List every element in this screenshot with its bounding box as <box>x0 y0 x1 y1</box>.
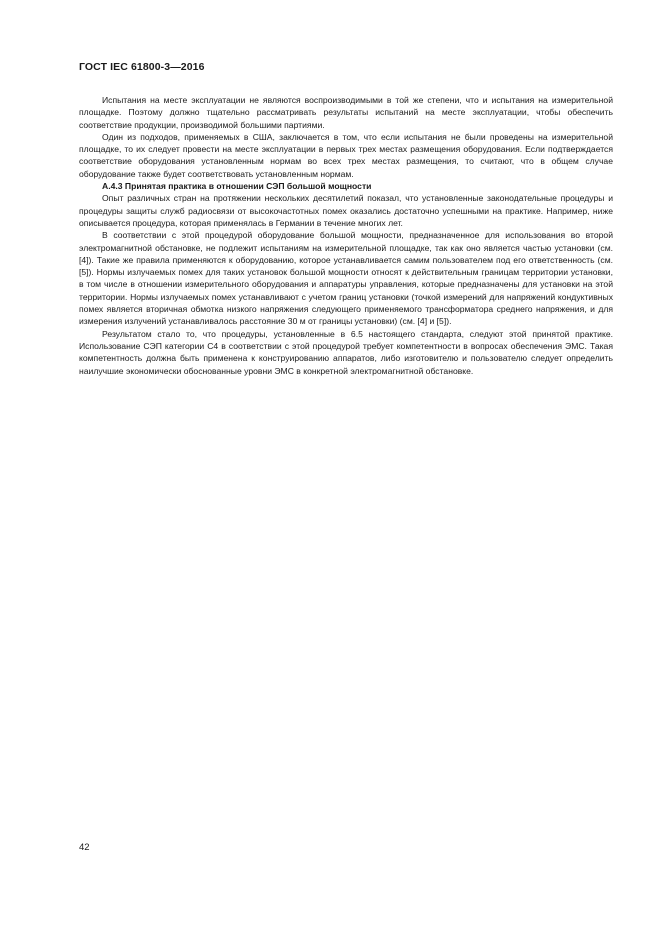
paragraph-4: В соответствии с этой процедурой оборудование большой мощности, предназначенное для использования во второй электромагнитной обстановке, не подлежит испытаниям на измерительной площадке, так как оно является частью установки (см. [4]). Такие же правила применяются к оборудованию, которое устанавливается самим пользователем под его ответственность (см. [5]). Нормы излучаемых помех для таких установок большой мощности относят к действительным границам территории установки, в том числе в отношении измерительного оборудования и аппаратуры управления, которые предназначены для установки на этой территории. Нормы излучаемых помех устанавливают с учетом границ установки (точкой измерений для напряжений кондуктивных помех является вторичная обмотка низкого напряжения следующего применяемого трансформатора среднего напряжения, и для измерения излучений устанавливалось расстояние 30 м от границы установки) (см. [4] и [5]). <box>79 230 613 327</box>
page-number: 42 <box>79 842 90 853</box>
paragraph-1: Испытания на месте эксплуатации не являются воспроизводимыми в той же степени, что и испытания на измерительной площадке. Поэтому должно тщательно рассматривать результаты испытаний на месте эксплуатации, чтобы обеспечить соответствие продукции, производимой большими партиями. <box>79 95 613 130</box>
document-body <box>79 94 613 377</box>
paragraph-5: Результатом стало то, что процедуры, установленные в 6.5 настоящего стандарта, следуют этой принятой практике. Использование СЭП категории С4 в соответствии с этой процедурой требует компетентности в вопросах обеспечения ЭМС. Такая компетентность должна быть применена к конструированию аппаратов, либо изготовителю и пользователю следует определить наилучшие экономически обоснованные уровни ЭМС в конкретной электромагнитной обстановке. <box>79 328 613 376</box>
document-header: ГОСТ IEC 61800-3—2016 <box>79 61 205 73</box>
section-heading: А.4.3 Принятая практика в отношении СЭП большой мощности <box>102 181 372 192</box>
paragraph-3: Опыт различных стран на протяжении нескольких десятилетий показал, что установленные законодательные процедуры и процедуры защиты служб радиосвязи от высокочастотных помех оказались достаточно успешными на практике. Например, ниже описывается процедура, которая применялась в Германии в течение многих лет. <box>79 193 613 228</box>
paragraph-2: Один из подходов, применяемых в США, заключается в том, что если испытания не были проведены на измерительной площадке, то их следует провести на месте эксплуатации в первых трех местах размещения оборудования. Если подтверждается соответствие оборудования установленным нормам во всех трех местах размещения, то считают, что в общем случае оборудование также будет соответствовать установленным нормам. <box>79 131 613 179</box>
